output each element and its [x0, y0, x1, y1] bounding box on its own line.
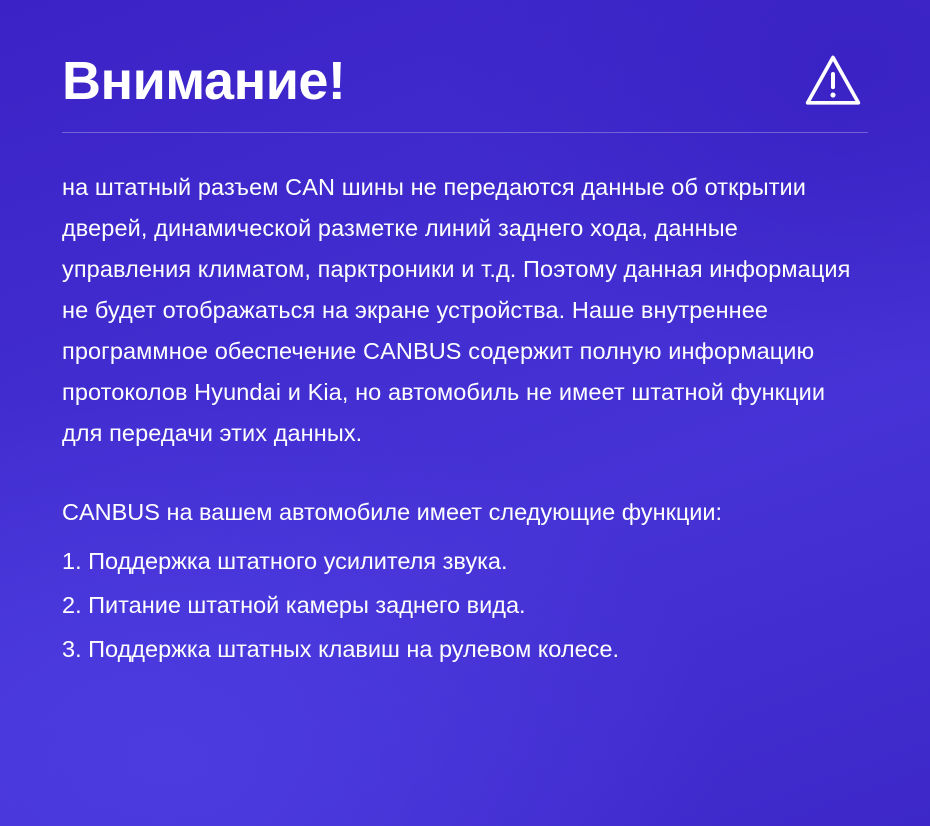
list-item: 2. Питание штатной камеры заднего вида.	[62, 592, 526, 618]
header-divider	[62, 132, 868, 133]
warning-triangle-icon	[804, 52, 862, 110]
functions-intro: CANBUS на вашем автомобиле имеет следующие функции:	[62, 499, 723, 525]
banner-header	[62, 0, 868, 110]
warning-body	[62, 167, 868, 454]
list-item: 1. Поддержка штатного усилителя звука.	[62, 548, 508, 574]
warning-paragraph: на штатный разъем CAN шины не передаются данные об открытии дверей, динамической разметке линий заднего хода, данные управления климатом, парктроники и т.д. Поэтому данная информация не будет отображаться на экране устройства. Наше внутреннее программное обеспечение CANBUS содержит полную информацию протоколов Hyundai и Kia, но автомобиль не имеет штатной функции для передачи этих данных.	[62, 174, 851, 446]
list-item: 3. Поддержка штатных клавиш на рулевом колесе.	[62, 636, 619, 662]
functions-list	[62, 539, 868, 671]
page-title: Внимание!	[62, 51, 346, 111]
